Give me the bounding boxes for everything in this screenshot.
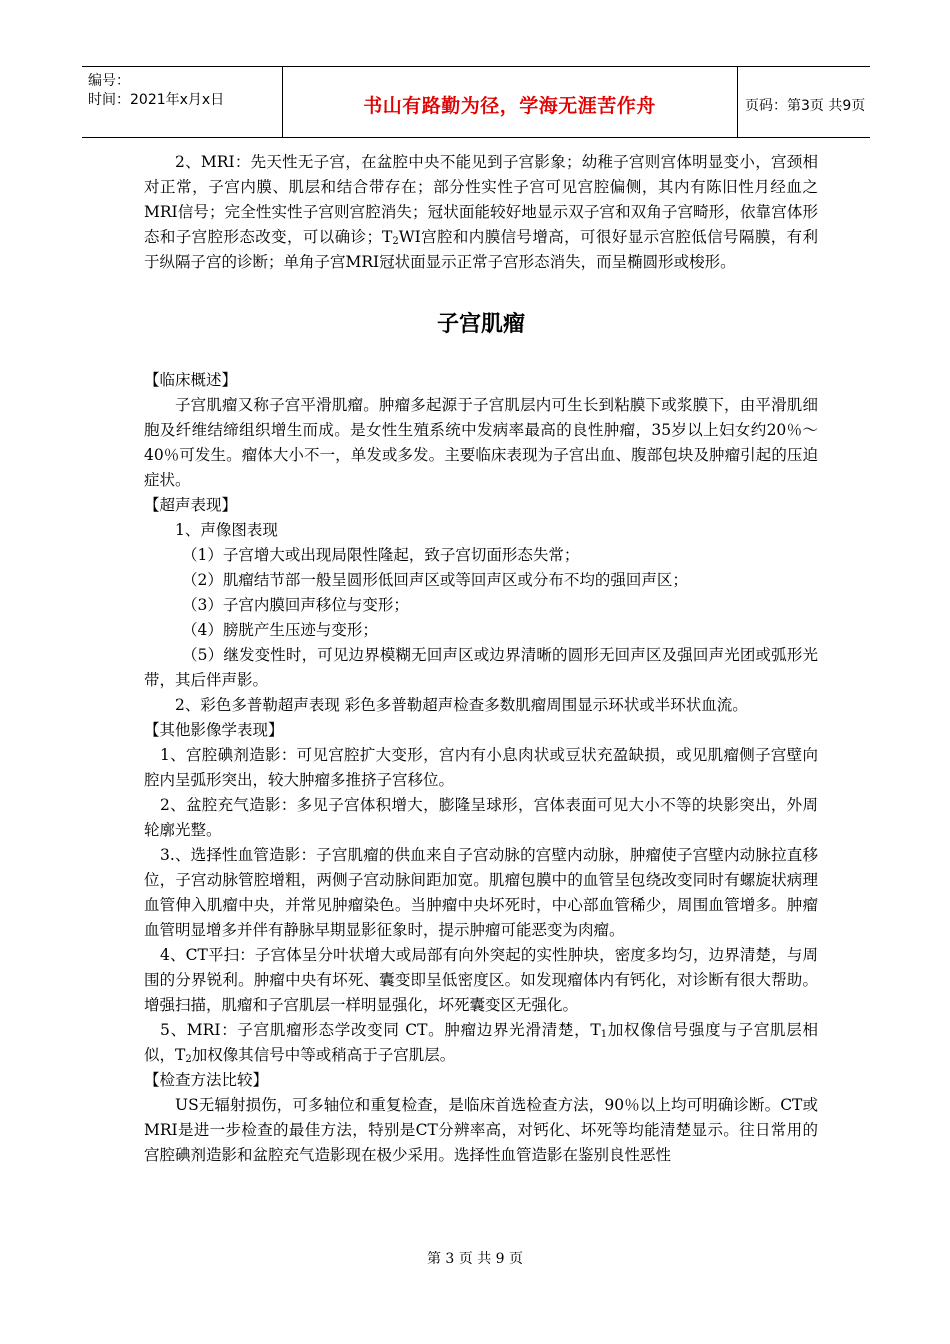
header-meta-cell — [82, 67, 283, 137]
clinical-heading: 【临床概述】 — [144, 371, 238, 389]
doc-id-label: 编号： — [88, 73, 130, 89]
header-table — [82, 66, 870, 138]
section-title: 子宫肌瘤 — [436, 312, 525, 337]
other-paragraph-5: 5、MRI：子宫肌瘤形态学改变同 CT。肿瘤边界光滑清楚，$T_1$加权像信号强度与子宫肌层相似，$T_2$加权像其信号中等或稍高于子宫肌层。 — [144, 1021, 818, 1065]
mri-paragraph: 2、MRI：先天性无子宫，在盆腔中央不能见到子宫影象；幼稚子宫则宫体明显变小，宫颈相对正常，子宫内膜、肌层和结合带存在；部分性实性子宫可见宫腔偏侧，其内有陈旧性月经血之MRI信号；完全性实性子宫则宫腔消失；冠状面能较好地显示双子宫和双角子宫畸形，依靠宫体形态和子宫腔形态改变，可以确诊；$T_2WI$宫腔和内膜信号增高，可很好显示宫腔低信号隔膜，有利于纵隔子宫的诊断；单角子宫MRI冠状面显示正常子宫形态消失，而呈椭圆形或梭形。 — [144, 153, 818, 271]
document-body — [144, 150, 818, 1168]
other-paragraph-3: 3.、选择性血管造影：子宫肌瘤的供血来自子宫动脉的宫壁内动脉，肿瘤使子宫壁内动脉拉直移位，子宫动脉管腔增粗，两侧子宫动脉间距加宽。肌瘤包膜中的血管呈包绕改变同时有螺旋状病理血管伸入肌瘤中央，并常见肿瘤染色。当肿瘤中央坏死时，中心部血管稀少，周围血管增多。肿瘤血管明显增多并伴有静脉早期显影征象时，提示肿瘤可能恶变为肉瘤。 — [144, 846, 818, 939]
page-footer: 第 3 页 共 9 页 — [426, 1251, 524, 1267]
header-page-info: 页码：第3页 共9页 — [745, 98, 866, 114]
ultrasound-sub1: 1、声像图表现 — [175, 521, 278, 539]
ultrasound-item-1: （1）子宫增大或出现局限性隆起，致子宫切面形态失常； — [182, 546, 580, 564]
other-imaging-heading: 【其他影像学表现】 — [144, 721, 284, 739]
header-motto-cell — [282, 67, 738, 137]
doc-date-label: 时间：2021年x月x日 — [88, 92, 225, 108]
other-paragraph-4: 4、CT平扫：子宫体呈分叶状增大或局部有向外突起的实性肿块，密度多均匀，边界清楚，与周围的分界锐利。肿瘤中央有坏死、囊变即呈低密度区。如发现瘤体内有钙化，对诊断有很大帮助。增强扫描，肌瘤和子宫肌层一样明显强化，坏死囊变区无强化。 — [144, 946, 818, 1014]
header-page-cell — [737, 67, 870, 137]
clinical-paragraph: 子宫肌瘤又称子宫平滑肌瘤。肿瘤多起源于子宫肌层内可生长到粘膜下或浆膜下，由平滑肌细胞及纤维结缔组织增生而成。是女性生殖系统中发病率最高的良性肿瘤，35岁以上妇女约20％～40％可发生。瘤体大小不一，单发或多发。主要临床表现为子宫出血、腹部包块及肿瘤引起的压迫症状。 — [144, 396, 818, 489]
ultrasound-item-3: （3）子宫内膜回声移位与变形； — [182, 596, 409, 614]
other-paragraph-2: 2、盆腔充气造影：多见子宫体积增大，膨隆呈球形，宫体表面可见大小不等的块影突出，外周轮廓光整。 — [144, 796, 818, 839]
ultrasound-item-2: （2）肌瘤结节部一般呈圆形低回声区或等回声区或分布不均的强回声区； — [182, 571, 688, 589]
ultrasound-sub2: 2、彩色多普勒超声表现 彩色多普勒超声检查多数肌瘤周围显示环状或半环状血流。 — [175, 696, 748, 714]
compare-heading: 【检查方法比较】 — [144, 1071, 269, 1089]
header-motto: 书山有路勤为径，学海无涯苦作舟 — [363, 95, 656, 117]
ultrasound-item-5: （5）继发变性时，可见边界模糊无回声区或边界清晰的圆形无回声区及强回声光团或弧形光带，其后伴声影。 — [144, 646, 818, 689]
ultrasound-item-4: （4）膀胱产生压迹与变形； — [182, 621, 378, 639]
ultrasound-heading: 【超声表现】 — [144, 496, 238, 514]
compare-paragraph: US无辐射损伤，可多轴位和重复检查，是临床首选检查方法，90％以上均可明确诊断。CT或MRI是进一步检查的最佳方法，特别是CT分辨率高，对钙化、坏死等均能清楚显示。往日常用的宫腔碘剂造影和盆腔充气造影现在极少采用。选择性血管造影在鉴别良性恶性 — [144, 1096, 818, 1164]
other-paragraph-1: 1、宫腔碘剂造影：可见宫腔扩大变形，宫内有小息肉状或豆状充盈缺损，或见肌瘤侧子宫壁向腔内呈弧形突出，较大肿瘤多推挤子宫移位。 — [144, 746, 818, 789]
